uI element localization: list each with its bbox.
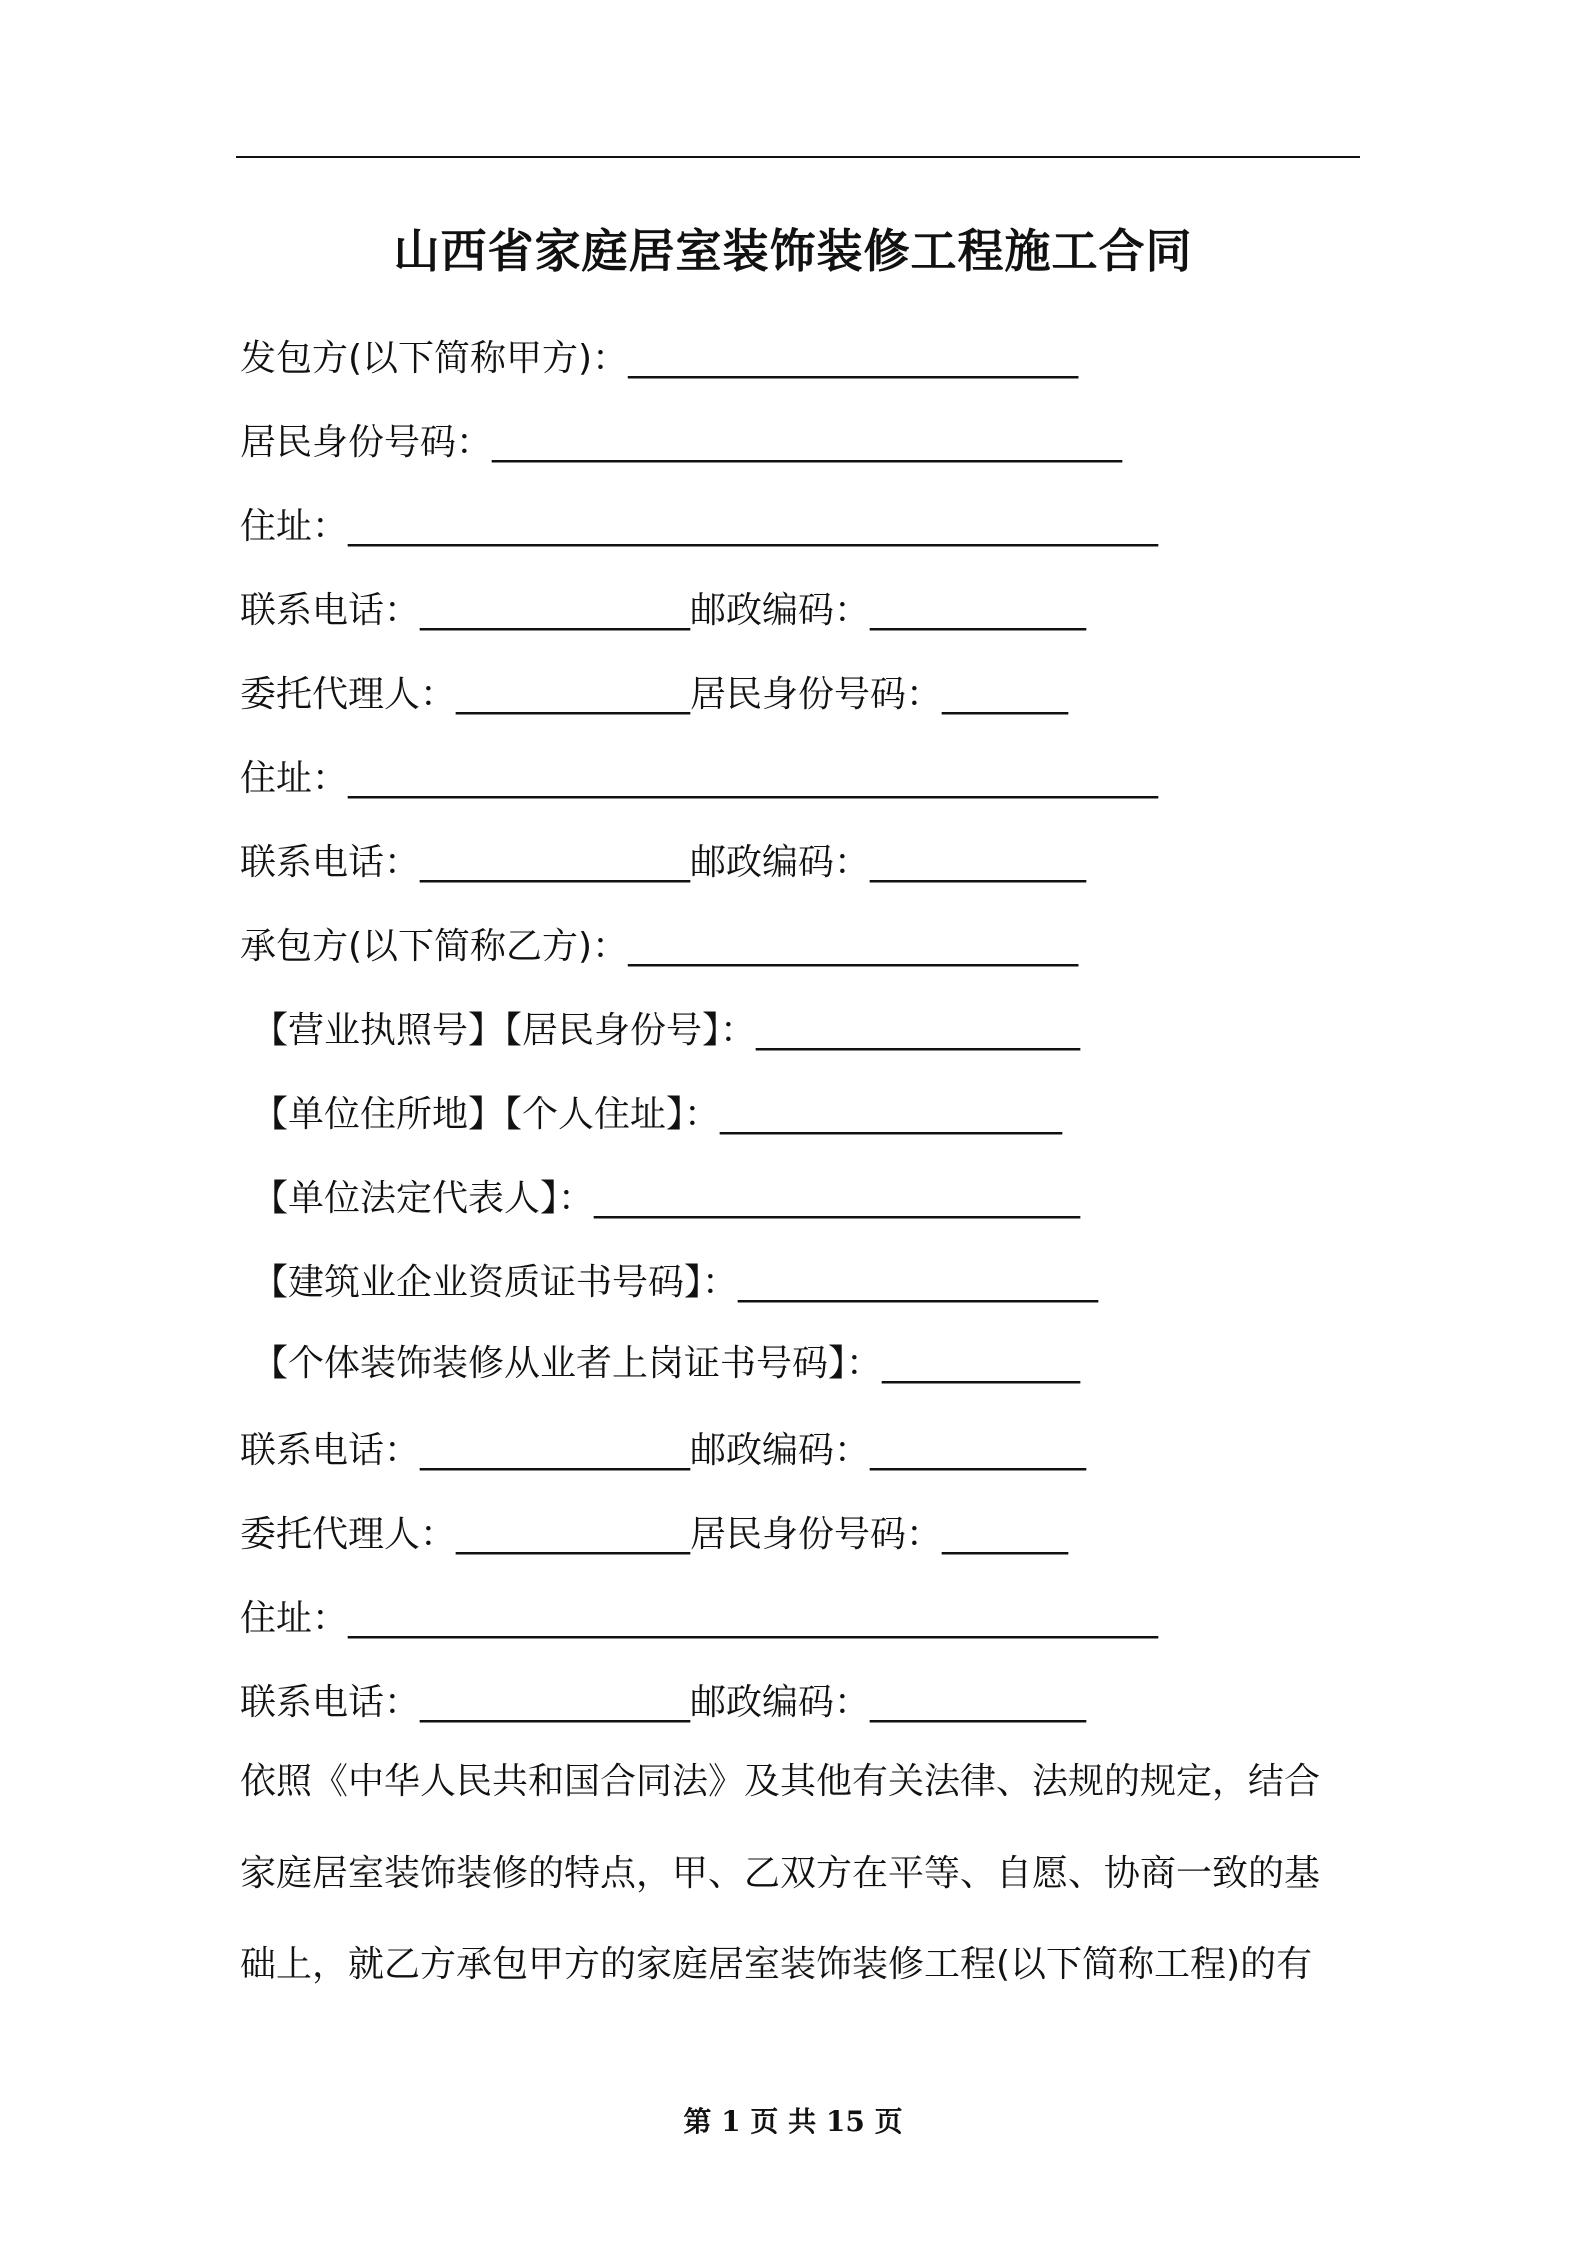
paragraph-line: 家庭居室装饰装修的特点，甲、乙双方在平等、自愿、协商一致的基: [240, 1853, 1321, 1894]
field-line-party-b-phone: 联系电话：_______________邮政编码：____________: [240, 1430, 1087, 1471]
field-line-party-b-agent-phone: 联系电话：_______________邮政编码：____________: [240, 1682, 1087, 1723]
field-line-party-b-qualification: 【建筑业企业资质证书号码】：____________________: [252, 1262, 1099, 1303]
page-number-footer: 第 1 页 共 15 页: [683, 2105, 903, 2138]
paragraph-line: 依照《中华人民共和国合同法》及其他有关法律、法规的规定，结合: [240, 1761, 1321, 1802]
document-title: 山西省家庭居室装饰装修工程施工合同: [393, 224, 1193, 278]
field-line-party-a-agent: 委托代理人：_____________居民身份号码：_______: [240, 674, 1069, 715]
field-line-party-a-agent-phone: 联系电话：_______________邮政编码：____________: [240, 842, 1087, 883]
field-line-party-b-agent-address: 住址：_____________________________________________: [240, 1598, 1159, 1639]
field-line-party-a-id: 居民身份号码：___________________________________: [240, 422, 1123, 463]
field-line-party-a-phone: 联系电话：_______________邮政编码：____________: [240, 590, 1087, 631]
field-line-party-b-agent: 委托代理人：_____________居民身份号码：_______: [240, 1514, 1069, 1555]
field-line-party-b-address: 【单位住所地】【个人住址】：___________________: [252, 1094, 1063, 1135]
field-line-party-a-agent-address: 住址：_____________________________________________: [240, 758, 1159, 799]
paragraph-line: 础上，就乙方承包甲方的家庭居室装饰装修工程(以下简称工程)的有: [240, 1944, 1313, 1985]
header-rule: [236, 156, 1360, 158]
field-line-party-b: 承包方(以下简称乙方)：_________________________: [240, 926, 1079, 967]
field-line-party-b-license: 【营业执照号】【居民身份号】：__________________: [252, 1010, 1081, 1051]
field-line-party-a-address: 住址：_____________________________________________: [240, 506, 1159, 547]
field-line-party-b-certificate: 【个体装饰装修从业者上岗证书号码】：___________: [252, 1343, 1081, 1384]
field-line-party-b-representative: 【单位法定代表人】：___________________________: [252, 1178, 1081, 1219]
field-line-party-a: 发包方(以下简称甲方)：_________________________: [240, 338, 1079, 379]
